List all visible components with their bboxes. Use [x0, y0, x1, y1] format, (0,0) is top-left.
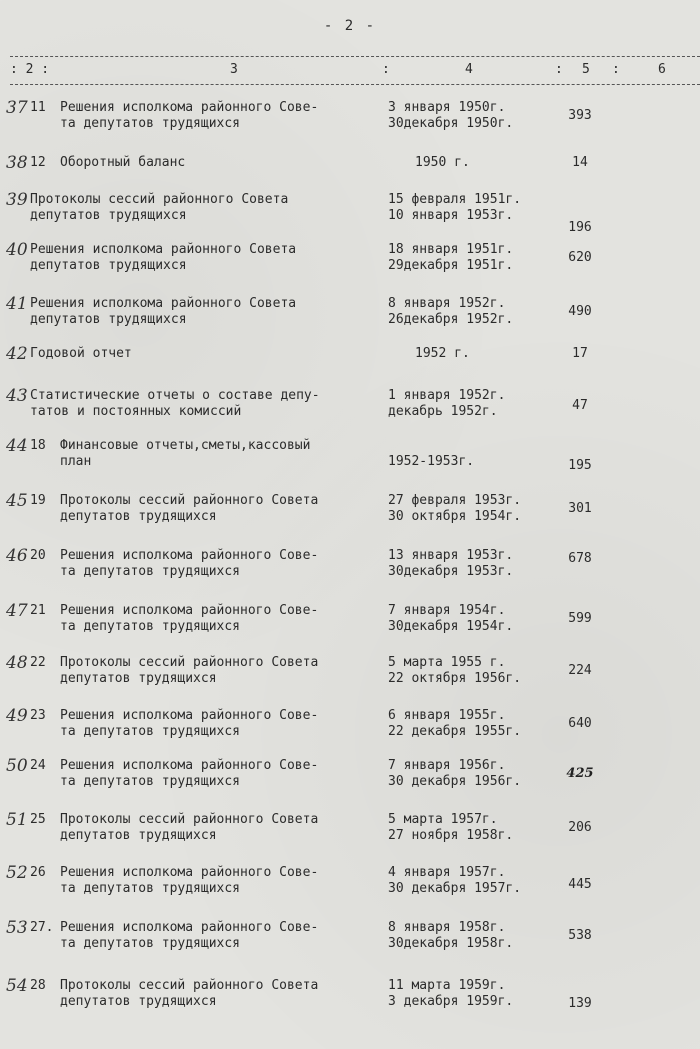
- header-col-4-separator: :: [555, 62, 563, 77]
- item-title: Решения исполкома районного Сове- та депутатов трудящихся: [60, 758, 319, 789]
- item-page-count: 620: [568, 250, 592, 265]
- item-title: Оборотный баланс: [60, 155, 186, 170]
- header-col-3: 3: [230, 62, 238, 77]
- handwritten-item-number: 54: [6, 976, 28, 996]
- handwritten-item-number: 40: [6, 240, 28, 260]
- item-number: 28: [30, 978, 46, 993]
- handwritten-item-number: 49: [6, 706, 28, 726]
- header-col-6: 6: [658, 62, 666, 77]
- item-number: 25: [30, 812, 46, 827]
- item-dates: 6 января 1955г. 22 декабря 1955г.: [388, 708, 522, 739]
- item-page-count: 393: [568, 108, 592, 123]
- header-col-3-separator: :: [382, 62, 390, 77]
- item-dates: 5 марта 1957г. 27 ноября 1958г.: [388, 812, 514, 843]
- item-number: 19: [30, 493, 46, 508]
- handwritten-item-number: 43: [6, 386, 28, 406]
- item-number: 20: [30, 548, 46, 563]
- handwritten-item-number: 41: [6, 294, 28, 314]
- item-page-count: 640: [568, 716, 592, 731]
- item-dates: 1952-1953г.: [388, 454, 475, 469]
- item-title: Протоколы сессий районного Совета депутатов трудящихся: [30, 192, 289, 223]
- item-number: 24: [30, 758, 46, 773]
- handwritten-item-number: 37: [6, 98, 28, 118]
- item-title: Решения исполкома районного Совета депутатов трудящихся: [30, 296, 297, 327]
- handwritten-item-number: 48: [6, 653, 28, 673]
- handwritten-item-number: 42: [6, 344, 28, 364]
- header-bottom-divider: [10, 84, 700, 85]
- item-title: Решения исполкома районного Сове- та депутатов трудящихся: [60, 100, 319, 131]
- item-title: Решения исполкома районного Сове- та депутатов трудящихся: [60, 708, 319, 739]
- item-page-count: 14: [572, 155, 588, 170]
- item-page-count: 301: [568, 501, 592, 516]
- item-title: Годовой отчет: [30, 346, 132, 361]
- item-number: 23: [30, 708, 46, 723]
- item-dates: 1 января 1952г. декабрь 1952г.: [388, 388, 506, 419]
- item-title: Протоколы сессий районного Совета депутатов трудящихся: [60, 978, 319, 1009]
- item-dates: 8 января 1958г. 30декабря 1958г.: [388, 920, 514, 951]
- item-dates: 18 января 1951г. 29декабря 1951г.: [388, 242, 514, 273]
- item-page-count: 224: [568, 663, 592, 678]
- item-dates: 1952 г.: [415, 346, 470, 361]
- header-col-4: 4: [465, 62, 473, 77]
- item-title: Протоколы сессий районного Совета депутатов трудящихся: [60, 812, 319, 843]
- handwritten-item-number: 50: [6, 756, 28, 776]
- item-dates: 27 февраля 1953г. 30 октября 1954г.: [388, 493, 522, 524]
- item-page-count: 678: [568, 551, 592, 566]
- item-title: Решения исполкома районного Сове- та депутатов трудящихся: [60, 920, 319, 951]
- item-page-count: 425: [566, 766, 594, 781]
- handwritten-item-number: 38: [6, 153, 28, 173]
- item-number: 11: [30, 100, 46, 115]
- item-dates: 3 января 1950г. 30декабря 1950г.: [388, 100, 514, 131]
- item-number: 26: [30, 865, 46, 880]
- item-page-count: 445: [568, 877, 592, 892]
- item-page-count: 195: [568, 458, 592, 473]
- item-title: Протоколы сессий районного Совета депутатов трудящихся: [60, 655, 319, 686]
- item-dates: 8 января 1952г. 26декабря 1952г.: [388, 296, 514, 327]
- item-dates: 15 февраля 1951г. 10 января 1953г.: [388, 192, 522, 223]
- handwritten-item-number: 51: [6, 810, 28, 830]
- item-dates: 11 марта 1959г. 3 декабря 1959г.: [388, 978, 514, 1009]
- handwritten-item-number: 44: [6, 436, 28, 456]
- header-col-5-separator: :: [612, 62, 620, 77]
- header-top-divider: [10, 56, 700, 57]
- item-page-count: 196: [568, 220, 592, 235]
- item-title: Решения исполкома районного Совета депутатов трудящихся: [30, 242, 297, 273]
- item-page-count: 538: [568, 928, 592, 943]
- item-title: Решения исполкома районного Сове- та депутатов трудящихся: [60, 603, 319, 634]
- item-title: Статистические отчеты о составе депу- татов и постоянных комиссий: [30, 388, 320, 419]
- column-header-row: [10, 62, 700, 82]
- handwritten-item-number: 39: [6, 190, 28, 210]
- item-page-count: 17: [572, 346, 588, 361]
- item-number: 22: [30, 655, 46, 670]
- item-dates: 1950 г.: [415, 155, 470, 170]
- item-dates: 7 января 1954г. 30декабря 1954г.: [388, 603, 514, 634]
- header-col-2: : 2 :: [10, 62, 50, 77]
- item-page-count: 599: [568, 611, 592, 626]
- handwritten-item-number: 47: [6, 601, 28, 621]
- handwritten-item-number: 45: [6, 491, 28, 511]
- item-title: Финансовые отчеты,сметы,кассовый план: [60, 438, 311, 469]
- item-number: 12: [30, 155, 46, 170]
- item-page-count: 139: [568, 996, 592, 1011]
- item-number: 18: [30, 438, 46, 453]
- item-dates: 4 января 1957г. 30 декабря 1957г.: [388, 865, 522, 896]
- item-dates: 13 января 1953г. 30декабря 1953г.: [388, 548, 514, 579]
- handwritten-item-number: 52: [6, 863, 28, 883]
- item-dates: 7 января 1956г. 30 декабря 1956г.: [388, 758, 522, 789]
- item-title: Протоколы сессий районного Совета депутатов трудящихся: [60, 493, 319, 524]
- handwritten-item-number: 53: [6, 918, 28, 938]
- item-number: 27.: [30, 920, 54, 935]
- header-col-5: 5: [582, 62, 590, 77]
- handwritten-item-number: 46: [6, 546, 28, 566]
- item-page-count: 47: [572, 398, 588, 413]
- item-title: Решения исполкома районного Сове- та депутатов трудящихся: [60, 548, 319, 579]
- item-dates: 5 марта 1955 г. 22 октября 1956г.: [388, 655, 522, 686]
- item-title: Решения исполкома районного Сове- та депутатов трудящихся: [60, 865, 319, 896]
- page-number: - 2 -: [323, 18, 377, 34]
- item-number: 21: [30, 603, 46, 618]
- item-page-count: 206: [568, 820, 592, 835]
- item-page-count: 490: [568, 304, 592, 319]
